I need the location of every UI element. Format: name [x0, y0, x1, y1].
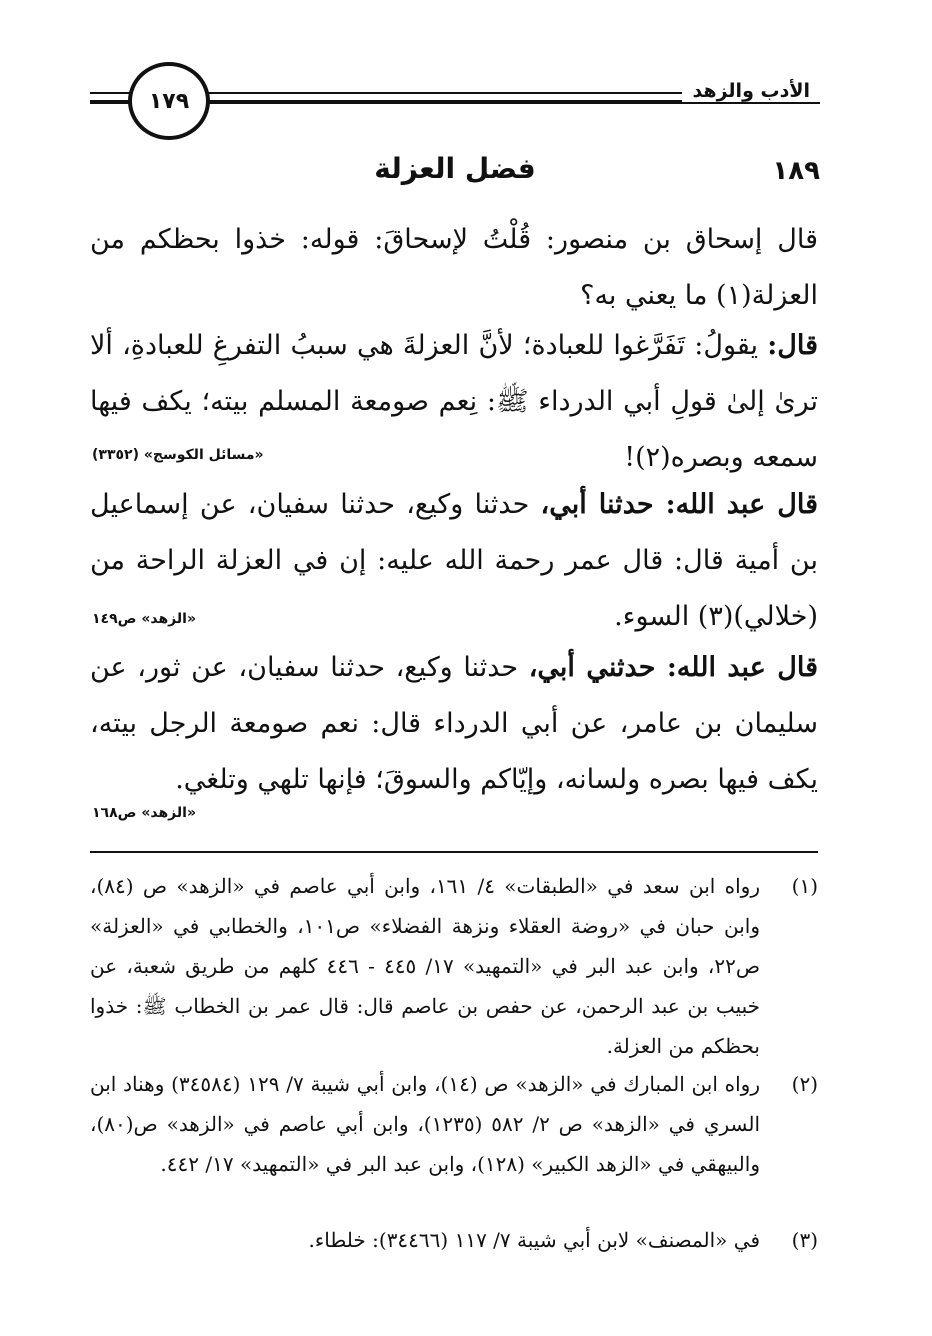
footnote-separator: [90, 851, 818, 853]
footnote-2: [90, 1064, 818, 1184]
footnote-text: رواه ابن المبارك في «الزهد» ص (١٤)، وابن أبي شيبة ٧/ ١٢٩ (٣٤٥٨٤) وهناد ابن السري في «الزهد» ص ٢/ ٥٨٢ (١٢٣٥)، وابن أبي عاصم في «الزهد» ص(٨٠)، والبيهقي في «الزهد الكبير» (١٢٨)، وابن عبد البر في «التمهيد» ١٧/ ٤٤٢.: [90, 1072, 761, 1176]
running-header: [90, 62, 820, 134]
source-citation: «الزهد» ص١٦٨: [92, 805, 196, 821]
page-number: ١٧٩: [128, 62, 210, 140]
footnote-number: (٢): [791, 1072, 818, 1096]
running-title: الأدب والزهد: [682, 80, 820, 102]
footnote-number: (١): [791, 874, 818, 898]
footnote-number: (٣): [791, 1228, 818, 1252]
entry-number: ١٨٩: [772, 156, 820, 186]
entry-heading: [90, 152, 820, 192]
chapter-title: فضل العزلة: [374, 152, 536, 185]
source-citation: «الزهد» ص١٤٩: [92, 611, 196, 627]
footnote-1: [90, 866, 818, 1066]
footnote-3: [90, 1220, 818, 1260]
paragraph-lead: قال عبد الله: حدثني أبي،: [528, 652, 818, 683]
paragraph-3: [90, 477, 818, 645]
paragraph-1: [90, 212, 818, 324]
paragraph-lead: قال:: [767, 330, 818, 361]
paragraph-text: حدثنا وكيع، حدثنا سفيان، عن إسماعيل بن أمية قال: قال عمر رحمة الله عليه: إن في العزلة الراحة من (خلالي)(٣) السوء.: [90, 489, 818, 632]
footnote-text: في «المصنف» لابن أبي شيبة ٧/ ١١٧ (٣٤٤٦٦): خلطاء.: [308, 1228, 760, 1252]
source-citation: «مسائل الكوسج» (٣٣٥٢): [92, 447, 264, 463]
paragraph-text: حدثنا وكيع، حدثنا سفيان، عن ثور، عن سليمان بن عامر، عن أبي الدرداء قال: نعم صومعة الرجل بيته، يكف فيها بصره ولسانه، وإيّاكم والسوقَ؛ فإنها تلهي وتلغي.: [90, 652, 818, 795]
footnote-text: رواه ابن سعد في «الطبقات» ٤/ ١٦١، وابن أبي عاصم في «الزهد» ص (٨٤)، وابن حبان في «روضة العقلاء ونزهة الفضلاء» ص١٠١، والخطابي في «العزلة» ص٢٢، وابن عبد البر في «التمهيد» ١٧/ ٤٤٥ - ٤٤٦ كلهم من طريق شعبة، عن خبيب بن عبد الرحمن، عن حفص بن عاصم قال: قال عمر بن الخطاب ﷺ: خذوا بحظكم من العزلة.: [90, 874, 761, 1058]
paragraph-text: يقولُ: تَفَرَّغوا للعبادة؛ لأنَّ العزلةَ هي سببُ التفرغِ للعبادةِ، ألا ترىٰ إلىٰ قولِ أبي الدرداء ﷺ: نِعم صومعة المسلم بيته؛ يكف فيها سمعه وبصره(٢)!: [90, 330, 818, 473]
paragraph-text: قال إسحاق بن منصور: قُلْتُ لإسحاقَ: قوله: خذوا بحظكم من العزلة(١) ما يعني به؟: [90, 224, 818, 311]
paragraph-4: [90, 640, 818, 808]
paragraph-lead: قال عبد الله: حدثنا أبي،: [540, 489, 818, 520]
